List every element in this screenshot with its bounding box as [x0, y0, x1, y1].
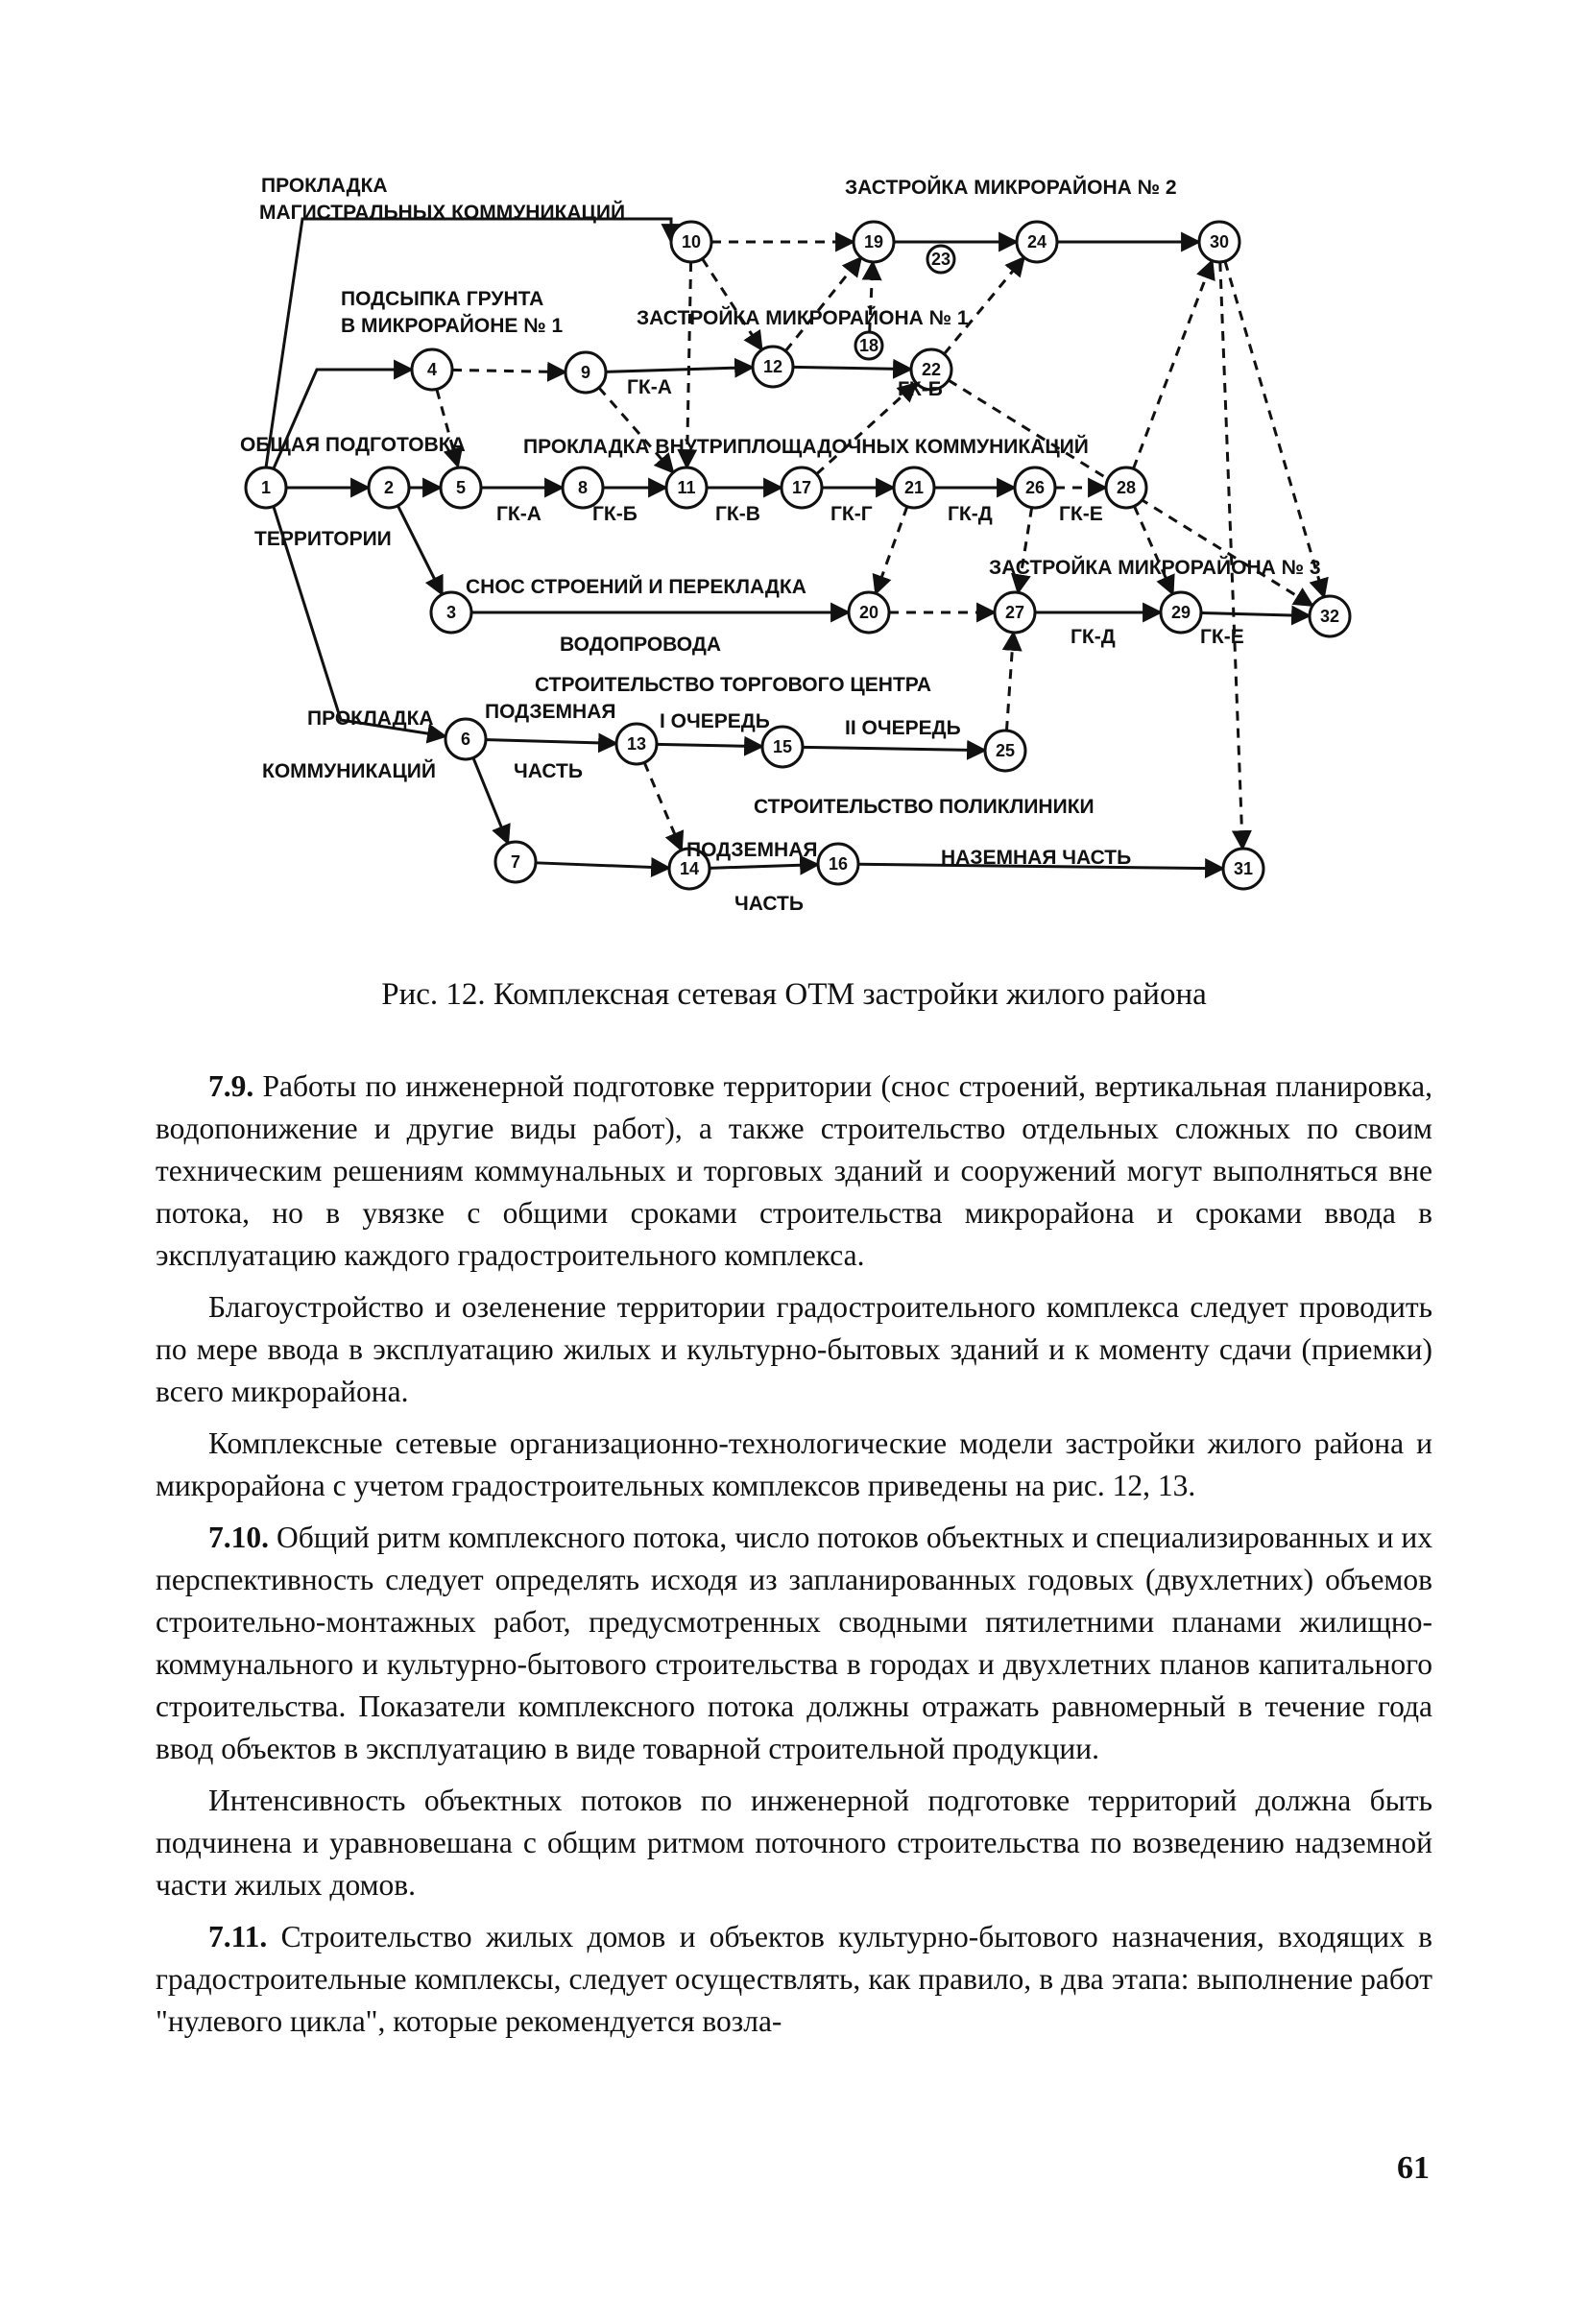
- event-number: 7: [510, 852, 521, 872]
- paragraph-7-11: [156, 1916, 1432, 2043]
- paragraph-text: Благоустройство и озеленение территории градостроительного комплекса следует проводить по мере ввода в эксплуатацию жилых и культурно-бытовых зданий и к моменту сдачи (приемки) всего микрорайона.: [156, 1290, 1432, 1408]
- label-ochered-2: II ОЧЕРЕДЬ: [845, 717, 961, 739]
- arrow-26-27: [1018, 508, 1031, 593]
- label-podzem-1b: ЧАСТЬ: [514, 760, 583, 782]
- event-number: 31: [1233, 859, 1254, 878]
- event-number: 5: [455, 478, 467, 497]
- event-number: 12: [762, 357, 783, 376]
- event-number: 4: [426, 360, 438, 379]
- arrow-6-7: [473, 757, 508, 843]
- event-number: 22: [921, 360, 942, 379]
- label-podsypka-1: ПОДСЫПКА ГРУНТА: [341, 288, 544, 310]
- label-obshchaya-2: ТЕРРИТОРИИ: [254, 528, 392, 550]
- event-number: 15: [772, 737, 793, 756]
- paragraph-blagoustroistvo: [156, 1286, 1432, 1413]
- event-number: 18: [858, 336, 879, 355]
- event-node-9: [565, 352, 606, 393]
- event-number: 28: [1116, 478, 1137, 497]
- paragraph-modeli: [156, 1423, 1432, 1507]
- arrow-10-12: [702, 259, 761, 350]
- event-node-11: [666, 467, 707, 508]
- event-number: 2: [383, 478, 395, 497]
- label-gk-d-1: ГК-Д: [948, 503, 993, 525]
- event-number: 19: [863, 232, 884, 252]
- event-number: 27: [1004, 603, 1025, 622]
- event-node-29: [1161, 592, 1201, 633]
- arrow-7-14: [536, 863, 669, 868]
- label-snos-2: ВОДОПРОВОДА: [560, 634, 721, 656]
- page-number: 61: [1397, 2150, 1430, 2186]
- event-node-30: [1199, 222, 1239, 262]
- event-node-5: [441, 467, 481, 508]
- label-gk-d-2: ГК-Д: [1071, 626, 1116, 648]
- label-nazem: НАЗЕМНАЯ ЧАСТЬ: [941, 847, 1132, 869]
- label-zastroika-2: ЗАСТРОЙКА МИКРОРАЙОНА № 2: [845, 177, 1177, 199]
- arrow-15-25: [803, 747, 985, 750]
- event-node-18: [855, 332, 882, 359]
- event-number: 13: [626, 734, 647, 754]
- arrow-29-32: [1201, 613, 1310, 616]
- event-number: 23: [930, 250, 951, 269]
- label-gk-e-2: ГК-Е: [1200, 626, 1244, 648]
- event-node-21: [894, 467, 934, 508]
- label-vnutri: ПРОКЛАДКА ВНУТРИПЛОЩАДОЧНЫХ КОММУНИКАЦИЙ: [523, 436, 1089, 458]
- label-gk-g: ГК-Г: [830, 503, 873, 525]
- event-node-24: [1017, 222, 1057, 262]
- arrow-30-32: [1225, 261, 1324, 597]
- label-gk-b-1: ГК-Б: [898, 378, 943, 400]
- event-number: 8: [577, 478, 589, 497]
- paragraph-text: Комплексные сетевые организационно-технологические модели застройки жилого района и микрорайона с учетом градостроительных комплексов приведены на рис. 12, 13.: [156, 1426, 1432, 1502]
- paragraph-text: Строительство жилых домов и объектов культурно-бытового назначения, входящих в градостроительные комплексы, следует осуществлять, как правило, в два этапа: выполнение работ "нулевого цикла", которые рекомендуется возла-: [156, 1920, 1432, 2038]
- arrow-2-3: [397, 506, 442, 594]
- paragraph-number: 7.9.: [208, 1069, 254, 1103]
- arrow-9-11: [599, 388, 673, 472]
- event-number: 29: [1170, 603, 1191, 622]
- arrow-28-30: [1133, 261, 1212, 469]
- arrow-6-13: [486, 740, 616, 744]
- event-node-31: [1223, 849, 1263, 889]
- event-node-16: [818, 844, 858, 884]
- event-number: 25: [995, 741, 1016, 760]
- paragraph-number: 7.10.: [208, 1521, 269, 1554]
- event-node-19: [854, 222, 894, 262]
- event-node-15: [762, 727, 803, 767]
- event-node-27: [995, 592, 1035, 633]
- event-number: 16: [828, 854, 849, 874]
- path-magistral: [266, 219, 671, 467]
- paragraph-text: Интенсивность объектных потоков по инженерной подготовке территорий должна быть подчинена и уравновешана с общим ритмом поточного строительства по возведению надземной части жилых домов.: [156, 1784, 1432, 1902]
- label-podzem-2a: ПОДЗЕМНАЯ: [686, 839, 818, 861]
- figure-caption: Рис. 12. Комплексная сетевая ОТМ застройки жилого района: [381, 977, 1207, 1012]
- arrow-28-29: [1134, 506, 1172, 594]
- event-number: 17: [791, 478, 812, 497]
- paragraph-7-10: [156, 1517, 1432, 1770]
- event-node-20: [849, 592, 889, 633]
- event-node-7: [495, 842, 536, 882]
- label-zastroika-1: ЗАСТРОЙКА МИКРОРАЙОНА № 1: [637, 307, 969, 329]
- event-number: 1: [260, 478, 272, 497]
- label-obshchaya-1: ОБЩАЯ ПОДГОТОВКА: [240, 434, 466, 456]
- event-number: 9: [580, 363, 591, 382]
- event-node-28: [1106, 467, 1146, 508]
- event-number: 3: [445, 603, 457, 622]
- event-node-6: [445, 719, 486, 759]
- event-node-1: [246, 467, 286, 508]
- event-node-32: [1310, 596, 1350, 636]
- arrow-12-19: [785, 257, 861, 350]
- event-number: 24: [1026, 232, 1047, 252]
- label-gk-e-1: ГК-Е: [1059, 503, 1103, 525]
- arrow-14-16: [710, 865, 818, 869]
- arrow-9-12: [606, 368, 753, 372]
- event-node-10: [671, 222, 711, 262]
- label-gk-a-2: ГК-А: [496, 503, 541, 525]
- paragraph-number: 7.11.: [208, 1920, 268, 1953]
- arrow-22-24: [944, 257, 1023, 354]
- arrow-25-27: [1006, 633, 1013, 731]
- label-podsypka-2: В МИКРОРАЙОНЕ № 1: [341, 315, 564, 337]
- arrow-4-9: [452, 370, 565, 371]
- event-number: 10: [681, 232, 702, 252]
- network-diagram-svg: [235, 163, 1387, 931]
- event-node-2: [369, 467, 409, 508]
- label-podzem-2b: ЧАСТЬ: [734, 893, 804, 915]
- label-prokl-kom-2: КОММУНИКАЦИЙ: [262, 760, 436, 782]
- label-ochered-1: I ОЧЕРЕДЬ: [660, 710, 770, 732]
- label-gk-b-2: ГК-Б: [592, 503, 638, 525]
- paragraph-intensivnost: [156, 1780, 1432, 1906]
- event-node-25: [985, 731, 1025, 771]
- arrow-13-15: [657, 744, 762, 746]
- label-torg: СТРОИТЕЛЬСТВО ТОРГОВОГО ЦЕНТРА: [535, 674, 932, 696]
- label-prokladka-mag-1: ПРОКЛАДКА: [261, 175, 388, 197]
- event-node-4: [412, 349, 452, 390]
- paragraph-7-9: [156, 1066, 1432, 1277]
- event-number: 20: [858, 603, 879, 622]
- event-node-23: [927, 246, 954, 273]
- label-zastroika-3: ЗАСТРОЙКА МИКРОРАЙОНА № 3: [989, 557, 1321, 579]
- event-number: 32: [1319, 607, 1340, 626]
- label-prokladka-mag-2: МАГИСТРАЛЬНЫХ КОММУНИКАЦИЙ: [259, 202, 626, 224]
- event-node-8: [563, 467, 603, 508]
- label-prokl-kom-1: ПРОКЛАДКА: [307, 707, 434, 730]
- event-node-12: [753, 347, 793, 387]
- event-number: 21: [903, 478, 925, 497]
- paragraph-text: Работы по инженерной подготовке территории (снос строений, вертикальная планировка, водопонижение и другие виды работ), а также строительство отдельных сложных по своим техническим решениям коммунальных и торговых зданий и сооружений могут выполняться вне потока, но в увязке с общими сроками строительства микрорайона и сроками ввода в эксплуатацию каждого градостроительного комплекса.: [156, 1069, 1432, 1272]
- label-gk-a-1: ГК-А: [627, 376, 672, 398]
- label-snos-1: СНОС СТРОЕНИЙ И ПЕРЕКЛАДКА: [466, 576, 806, 598]
- label-podzem-1a: ПОДЗЕМНАЯ: [485, 701, 616, 723]
- event-number: 11: [677, 478, 696, 497]
- event-number: 30: [1209, 232, 1230, 252]
- event-number: 26: [1024, 478, 1046, 497]
- arrow-13-14: [644, 762, 682, 850]
- event-node-13: [616, 724, 657, 764]
- label-gk-v: ГК-В: [715, 503, 760, 525]
- event-number: 6: [460, 730, 471, 749]
- body-text: [156, 1066, 1432, 2043]
- event-node-3: [431, 592, 471, 633]
- label-poliklinika: СТРОИТЕЛЬСТВО ПОЛИКЛИНИКИ: [754, 796, 1095, 818]
- arrow-12-22: [793, 367, 911, 369]
- arrow-21-20: [876, 507, 907, 594]
- event-node-17: [782, 467, 822, 508]
- network-diagram: [235, 163, 1387, 931]
- event-number: 14: [679, 859, 700, 878]
- paragraph-text: Общий ритм комплексного потока, число потоков объектных и специализированных и их перспективность следует определять исходя из запланированных годовых (двухлетних) объемов строительно-монтажных работ, предусмотренных сводными пятилетними планами жилищно-коммунального и культурно-бытового строительства в городах и двухлетних планов капитального строительства. Показатели комплексного потока должны отражать равномерный в течение года ввод объектов в эксплуатацию в виде товарной строительной продукции.: [156, 1521, 1432, 1765]
- event-node-26: [1015, 467, 1055, 508]
